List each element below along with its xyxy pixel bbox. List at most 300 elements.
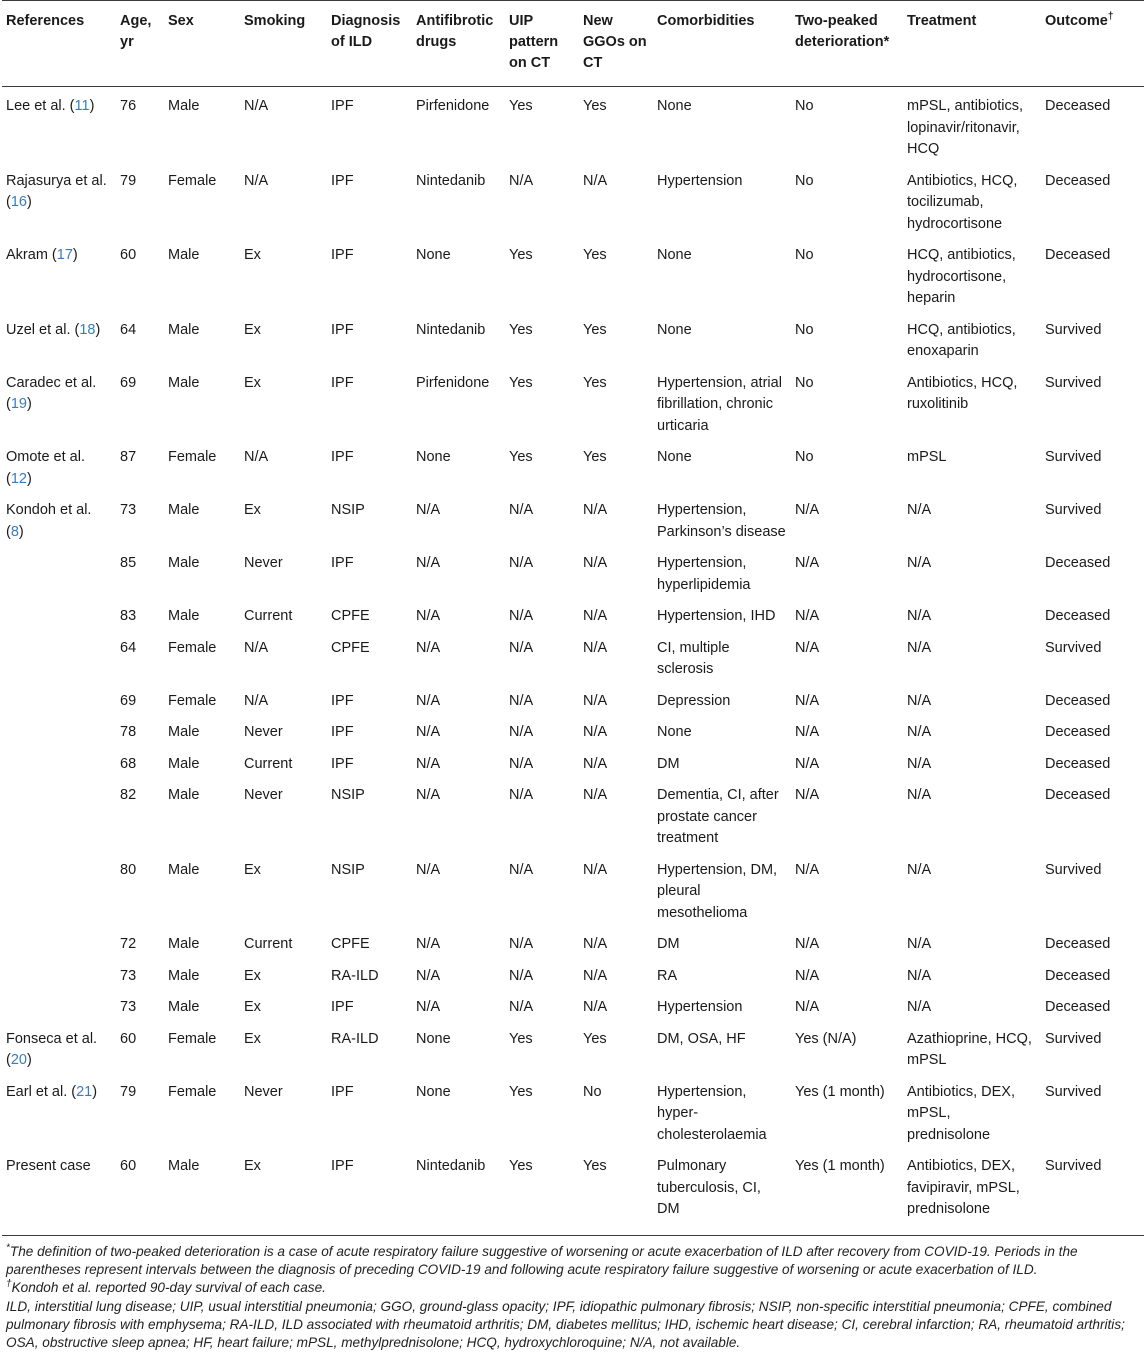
cell-antifib: N/A: [416, 639, 441, 656]
cell-dx: NSIP: [331, 502, 365, 518]
cell-outcome: Deceased: [1045, 172, 1111, 189]
cell-age: 76: [120, 98, 137, 114]
cell-reference: [2, 685, 116, 717]
cell-antifib: None: [416, 247, 451, 263]
cell-reference: [2, 632, 116, 685]
col-header-sex: Sex: [168, 13, 194, 29]
cell-reference: Caradec et al. (19): [6, 374, 97, 412]
cell-uip: Yes: [509, 1158, 533, 1174]
cell-outcome: Deceased: [1045, 555, 1111, 571]
table-row: [2, 600, 1144, 632]
cell-dx: IPF: [331, 449, 354, 465]
cell-smoking: Never: [244, 787, 283, 803]
cell-treatment: Antibiotics, HCQ, ruxolitinib: [907, 374, 1018, 412]
cell-outcome: Survived: [1045, 639, 1102, 656]
cell-age: 87: [120, 449, 137, 465]
cell-outcome: Survived: [1045, 1158, 1102, 1174]
cell-age: 73: [120, 967, 137, 984]
cell-age: 60: [120, 1030, 137, 1047]
cell-reference: Omote et al. (12): [6, 449, 85, 487]
cell-uip: N/A: [509, 639, 534, 656]
cell-outcome: Deceased: [1045, 608, 1111, 624]
cell-ggo: N/A: [583, 787, 608, 803]
cell-antifib: Pirfenidone: [416, 374, 490, 391]
cell-dx: IPF: [331, 321, 354, 338]
col-header-smoking: Smoking: [244, 13, 306, 29]
cell-age: 80: [120, 861, 137, 878]
table-row: [2, 854, 1144, 929]
cell-outcome: Survived: [1045, 502, 1102, 518]
cell-antifib: N/A: [416, 755, 441, 772]
cell-dx: NSIP: [331, 861, 365, 878]
cell-reference: [2, 748, 116, 780]
col-header-antifibrotic: Antifibrotic drugs: [416, 13, 494, 50]
cell-ggo: N/A: [583, 172, 608, 189]
cell-antifib: Nintedanib: [416, 1158, 486, 1174]
cell-treatment: Antibiotics, DEX, mPSL, prednisolone: [907, 1083, 1015, 1143]
cell-smoking: Ex: [244, 1158, 261, 1174]
table-row: [2, 1076, 1144, 1151]
cell-smoking: Ex: [244, 374, 261, 391]
cell-smoking: Never: [244, 724, 283, 740]
cell-reference: Rajasurya et al. (16): [6, 172, 107, 210]
cell-comorb: DM: [657, 755, 680, 772]
cell-treatment: mPSL, antibiotics, lopinavir/ritonavir, HCQ: [907, 98, 1024, 157]
cell-ggo: N/A: [583, 861, 608, 878]
cell-smoking: Never: [244, 1083, 283, 1100]
cell-smoking: Ex: [244, 861, 261, 878]
cell-comorb: None: [657, 98, 692, 114]
table-row: [2, 991, 1144, 1023]
cell-uip: N/A: [509, 967, 534, 984]
cell-outcome: Survived: [1045, 449, 1102, 465]
cell-reference: Lee et al. (11): [6, 98, 95, 114]
cell-age: 85: [120, 555, 137, 571]
cell-ggo: N/A: [583, 999, 608, 1015]
cell-uip: N/A: [509, 999, 534, 1015]
cell-uip: N/A: [509, 724, 534, 740]
cell-comorb: Depression: [657, 692, 731, 709]
cell-twopeak: No: [795, 321, 814, 338]
cell-outcome: Survived: [1045, 1083, 1102, 1100]
cell-age: 69: [120, 374, 137, 391]
cell-twopeak: N/A: [795, 555, 820, 571]
table-row: [2, 165, 1144, 240]
cell-sex: Female: [168, 1030, 217, 1047]
cell-smoking: Current: [244, 608, 293, 624]
cell-outcome: Deceased: [1045, 724, 1111, 740]
cell-age: 68: [120, 755, 137, 772]
cell-comorb: RA: [657, 967, 678, 984]
cell-ggo: Yes: [583, 374, 607, 391]
reference-link[interactable]: 8: [10, 523, 19, 540]
footnote-dagger: †Kondoh et al. reported 90-day survival of each case.: [6, 1278, 326, 1296]
cell-treatment: N/A: [907, 999, 932, 1015]
cell-dx: IPF: [331, 1083, 354, 1100]
cell-reference: [2, 547, 116, 600]
col-header-ggo: New GGOs on CT: [583, 13, 647, 71]
cell-ggo: Yes: [583, 321, 607, 338]
cell-sex: Male: [168, 967, 200, 984]
cell-smoking: N/A: [244, 639, 269, 656]
cell-sex: Male: [168, 608, 200, 624]
table-footnotes: [6, 1243, 1140, 1352]
cell-sex: Male: [168, 787, 200, 803]
cell-smoking: N/A: [244, 692, 269, 709]
cell-ggo: N/A: [583, 755, 608, 772]
cell-twopeak: N/A: [795, 936, 820, 952]
cell-outcome: Deceased: [1045, 98, 1111, 114]
cell-twopeak: N/A: [795, 755, 820, 772]
cell-twopeak: No: [795, 247, 814, 263]
cell-outcome: Deceased: [1045, 787, 1111, 803]
col-header-age: Age, yr: [120, 13, 152, 50]
cell-smoking: N/A: [244, 172, 269, 189]
cell-age: 60: [120, 1158, 137, 1174]
cell-uip: N/A: [509, 861, 534, 878]
cell-treatment: N/A: [907, 639, 932, 656]
cell-ggo: N/A: [583, 608, 608, 624]
cell-reference: Fonseca et al. (20): [6, 1030, 98, 1068]
cell-sex: Male: [168, 861, 200, 878]
cell-antifib: None: [416, 1030, 451, 1047]
cell-twopeak: N/A: [795, 861, 820, 878]
cell-comorb: Hypertension, hyper-cholesterolaemia: [657, 1083, 767, 1143]
reference-link[interactable]: 21: [76, 1083, 93, 1100]
cell-reference: [2, 854, 116, 929]
cell-antifib: N/A: [416, 967, 441, 984]
case-table: [2, 0, 1144, 1236]
reference-link[interactable]: 12: [10, 470, 27, 487]
cell-uip: N/A: [509, 555, 534, 571]
cell-twopeak: N/A: [795, 608, 820, 624]
cell-sex: Male: [168, 502, 200, 518]
cell-outcome: Deceased: [1045, 247, 1111, 263]
cell-comorb: None: [657, 724, 692, 740]
cell-dx: IPF: [331, 555, 354, 571]
cell-sex: Female: [168, 449, 217, 465]
cell-antifib: N/A: [416, 692, 441, 709]
cell-dx: RA-ILD: [331, 1030, 379, 1047]
col-header-outcome: Outcome†: [1045, 11, 1114, 29]
cell-dx: IPF: [331, 724, 354, 740]
cell-age: 64: [120, 639, 137, 656]
cell-antifib: Nintedanib: [416, 321, 486, 338]
cell-ggo: Yes: [583, 1030, 607, 1047]
cell-twopeak: Yes (N/A): [795, 1030, 857, 1047]
reference-link[interactable]: 18: [79, 321, 96, 338]
cell-treatment: N/A: [907, 608, 932, 624]
cell-antifib: N/A: [416, 502, 441, 518]
cell-age: 69: [120, 692, 137, 709]
cell-twopeak: No: [795, 449, 814, 465]
table-body: [2, 87, 1144, 1236]
col-header-comorbidities: Comorbidities: [657, 13, 755, 29]
cell-dx: RA-ILD: [331, 967, 379, 984]
dagger-mark: †: [1107, 11, 1114, 23]
table-row: [2, 748, 1144, 780]
cell-outcome: Survived: [1045, 321, 1102, 338]
cell-twopeak: N/A: [795, 787, 820, 803]
cell-twopeak: Yes (1 month): [795, 1083, 885, 1100]
cell-comorb: DM, OSA, HF: [657, 1030, 746, 1047]
cell-reference: Earl et al. (21): [6, 1083, 98, 1100]
cell-sex: Male: [168, 1158, 200, 1174]
cell-comorb: Hypertension, hyperlipidemia: [657, 555, 751, 593]
table-row: [2, 779, 1144, 854]
cell-dx: IPF: [331, 692, 354, 709]
cell-ggo: No: [583, 1083, 602, 1100]
table-row: [2, 685, 1144, 717]
cell-outcome: Deceased: [1045, 936, 1111, 952]
cell-sex: Male: [168, 98, 200, 114]
cell-smoking: Current: [244, 755, 293, 772]
cell-dx: IPF: [331, 755, 354, 772]
table-row: [2, 494, 1144, 547]
cell-ggo: N/A: [583, 724, 608, 740]
cell-age: 83: [120, 608, 137, 624]
cell-ggo: N/A: [583, 692, 608, 709]
cell-twopeak: N/A: [795, 692, 820, 709]
cell-twopeak: N/A: [795, 967, 820, 984]
cell-antifib: None: [416, 1083, 451, 1100]
table-row: [2, 1150, 1144, 1235]
reference-link[interactable]: 17: [56, 247, 73, 263]
cell-dx: IPF: [331, 1158, 354, 1174]
cell-uip: Yes: [509, 449, 533, 465]
cell-reference: Kondoh et al. (8): [6, 502, 92, 540]
cell-treatment: N/A: [907, 555, 932, 571]
cell-outcome: Deceased: [1045, 967, 1111, 984]
cell-sex: Male: [168, 755, 200, 772]
cell-comorb: Pulmonary tuberculosis, CI, DM: [657, 1158, 761, 1217]
cell-comorb: Hypertension, atrial fibrillation, chronic urticaria: [657, 374, 782, 434]
cell-dx: NSIP: [331, 787, 365, 803]
cell-twopeak: N/A: [795, 724, 820, 740]
cell-treatment: N/A: [907, 755, 932, 772]
cell-uip: N/A: [509, 692, 534, 709]
table-row: [2, 87, 1144, 165]
cell-dx: CPFE: [331, 639, 370, 656]
cell-antifib: N/A: [416, 555, 441, 571]
table-row: [2, 239, 1144, 314]
cell-age: 64: [120, 321, 137, 338]
cell-treatment: N/A: [907, 967, 932, 984]
cell-smoking: N/A: [244, 98, 269, 114]
reference-link[interactable]: 19: [10, 396, 27, 412]
cell-treatment: N/A: [907, 692, 932, 709]
cell-antifib: N/A: [416, 936, 441, 952]
cell-uip: N/A: [509, 608, 534, 624]
cell-reference: Akram (17): [6, 247, 78, 263]
cell-smoking: N/A: [244, 449, 269, 465]
cell-treatment: N/A: [907, 724, 932, 740]
cell-twopeak: Yes (1 month): [795, 1158, 885, 1174]
table-row: [2, 367, 1144, 442]
cell-ggo: N/A: [583, 502, 608, 518]
cell-sex: Female: [168, 172, 217, 189]
cell-sex: Male: [168, 555, 200, 571]
cell-smoking: Ex: [244, 967, 261, 984]
cell-reference: Uzel et al. (18): [6, 321, 101, 338]
cell-reference: [2, 716, 116, 748]
cell-uip: Yes: [509, 247, 533, 263]
cell-dx: IPF: [331, 247, 354, 263]
cell-antifib: N/A: [416, 608, 441, 624]
cell-outcome: Deceased: [1045, 692, 1111, 709]
cell-outcome: Deceased: [1045, 755, 1111, 772]
cell-age: 79: [120, 1083, 137, 1100]
cell-age: 73: [120, 999, 137, 1015]
footnote-star: *The definition of two-peaked deterioration is a case of acute respiratory failure suggestive of worsening or acute exacerbation of ILD after recovery from COVID-19. Periods in the parentheses represent intervals between the diagnosis of preceding COVID-19 and following acute respiratory failure suggestive of worsening or acute exacerbation of ILD.: [6, 1242, 1078, 1278]
cell-uip: N/A: [509, 502, 534, 518]
cell-smoking: Ex: [244, 321, 261, 338]
cell-comorb: CI, multiple sclerosis: [657, 639, 730, 677]
cell-age: 73: [120, 502, 137, 518]
cell-smoking: Ex: [244, 502, 261, 518]
cell-sex: Male: [168, 999, 200, 1015]
cell-comorb: Hypertension: [657, 172, 743, 189]
cell-treatment: Azathioprine, HCQ, mPSL: [907, 1030, 1032, 1068]
cell-dx: IPF: [331, 172, 354, 189]
cell-uip: N/A: [509, 936, 534, 952]
cell-smoking: Never: [244, 555, 283, 571]
cell-smoking: Ex: [244, 247, 261, 263]
cell-age: 79: [120, 172, 137, 189]
cell-twopeak: No: [795, 98, 814, 114]
cell-uip: N/A: [509, 172, 534, 189]
footnote-abbreviations: ILD, interstitial lung disease; UIP, usual interstitial pneumonia; GGO, ground-glass opacity; IPF, idiopathic pulmonary fibrosis; NSIP, non-specific interstitial pneumonia; CPFE, combined pulmonary fibrosis with emphysema; RA-ILD, ILD associated with rheumatoid arthritis; DM, diabetes mellitus; IHD, ischemic heart disease; CI, cerebral infarction; RA, rheumatoid arthritis; OSA, obstructive sleep apnea; HF, heart failure; mPSL, methylprednisolone; HCQ, hydroxychloroquine; N/A, not available.: [6, 1298, 1125, 1351]
table-row: [2, 632, 1144, 685]
cell-twopeak: No: [795, 374, 814, 391]
col-header-diagnosis: Diagnosis of ILD: [331, 13, 401, 50]
col-header-uip: UIP pattern on CT: [509, 13, 559, 71]
cell-dx: CPFE: [331, 608, 370, 624]
cell-age: 72: [120, 936, 137, 952]
cell-treatment: Antibiotics, DEX, favipiravir, mPSL, prednisolone: [907, 1158, 1020, 1217]
cell-uip: Yes: [509, 1083, 533, 1100]
cell-comorb: Hypertension, IHD: [657, 608, 776, 624]
cell-twopeak: N/A: [795, 999, 820, 1015]
cell-treatment: N/A: [907, 502, 932, 518]
cell-reference: [2, 779, 116, 854]
cell-antifib: N/A: [416, 787, 441, 803]
cell-smoking: Ex: [244, 1030, 261, 1047]
cell-comorb: Hypertension: [657, 999, 743, 1015]
cell-ggo: Yes: [583, 98, 607, 114]
cell-sex: Female: [168, 1083, 217, 1100]
cell-age: 82: [120, 787, 137, 803]
cell-treatment: N/A: [907, 861, 932, 878]
cell-smoking: Ex: [244, 999, 261, 1015]
cell-ggo: N/A: [583, 936, 608, 952]
table-row: [2, 314, 1144, 367]
cell-sex: Female: [168, 639, 217, 656]
cell-treatment: mPSL: [907, 449, 947, 465]
cell-dx: IPF: [331, 98, 354, 114]
col-header-references: References: [6, 13, 85, 29]
col-header-treatment: Treatment: [907, 13, 977, 29]
cell-twopeak: N/A: [795, 639, 820, 656]
cell-dx: CPFE: [331, 936, 370, 952]
reference-link[interactable]: 16: [10, 194, 27, 210]
cell-twopeak: N/A: [795, 502, 820, 518]
cell-antifib: Pirfenidone: [416, 98, 490, 114]
header-row: [2, 1, 1144, 87]
cell-ggo: Yes: [583, 1158, 607, 1174]
cell-comorb: Hypertension, Parkinson’s disease: [657, 502, 786, 540]
cell-treatment: N/A: [907, 787, 932, 803]
cell-treatment: HCQ, antibiotics, enoxaparin: [907, 321, 1016, 359]
cell-sex: Male: [168, 936, 200, 952]
cell-antifib: Nintedanib: [416, 172, 486, 189]
cell-comorb: Hypertension, DM, pleural mesothelioma: [657, 861, 778, 921]
reference-link[interactable]: 20: [10, 1052, 27, 1068]
cell-reference: [2, 600, 116, 632]
cell-sex: Male: [168, 724, 200, 740]
cell-uip: Yes: [509, 374, 533, 391]
cell-reference: [2, 960, 116, 992]
table-row: [2, 547, 1144, 600]
table-row: [2, 716, 1144, 748]
cell-treatment: HCQ, antibiotics, hydrocortisone, heparin: [907, 247, 1016, 306]
col-header-two-peaked: Two-peaked deterioration*: [795, 13, 890, 50]
cell-dx: IPF: [331, 999, 354, 1015]
cell-ggo: N/A: [583, 555, 608, 571]
cell-comorb: None: [657, 247, 692, 263]
cell-sex: Female: [168, 692, 217, 709]
cell-uip: Yes: [509, 321, 533, 338]
cell-ggo: Yes: [583, 449, 607, 465]
cell-comorb: None: [657, 321, 692, 338]
cell-antifib: None: [416, 449, 451, 465]
cell-comorb: None: [657, 449, 692, 465]
cell-twopeak: No: [795, 172, 814, 189]
cell-outcome: Survived: [1045, 374, 1102, 391]
cell-antifib: N/A: [416, 724, 441, 740]
cell-reference: [2, 928, 116, 960]
reference-link[interactable]: 11: [74, 98, 90, 114]
cell-comorb: Dementia, CI, after prostate cancer treatment: [657, 787, 779, 846]
cell-antifib: N/A: [416, 861, 441, 878]
cell-antifib: N/A: [416, 999, 441, 1015]
cell-outcome: Survived: [1045, 1030, 1102, 1047]
cell-outcome: Survived: [1045, 861, 1102, 878]
cell-ggo: Yes: [583, 247, 607, 263]
table-row: [2, 1023, 1144, 1076]
table-row: [2, 441, 1144, 494]
cell-smoking: Current: [244, 936, 293, 952]
cell-uip: N/A: [509, 755, 534, 772]
cell-age: 78: [120, 724, 137, 740]
cell-sex: Male: [168, 247, 200, 263]
cell-sex: Male: [168, 374, 200, 391]
table-row: [2, 928, 1144, 960]
table-row: [2, 960, 1144, 992]
cell-ggo: N/A: [583, 639, 608, 656]
cell-reference: [2, 991, 116, 1023]
cell-uip: Yes: [509, 98, 533, 114]
cell-treatment: Antibiotics, HCQ, tocilizumab, hydrocortisone: [907, 172, 1018, 232]
cell-outcome: Deceased: [1045, 999, 1111, 1015]
cell-treatment: N/A: [907, 936, 932, 952]
cell-ggo: N/A: [583, 967, 608, 984]
cell-uip: Yes: [509, 1030, 533, 1047]
cell-reference: Present case: [6, 1158, 91, 1174]
cell-comorb: DM: [657, 936, 680, 952]
cell-dx: IPF: [331, 374, 354, 391]
cell-age: 60: [120, 247, 137, 263]
